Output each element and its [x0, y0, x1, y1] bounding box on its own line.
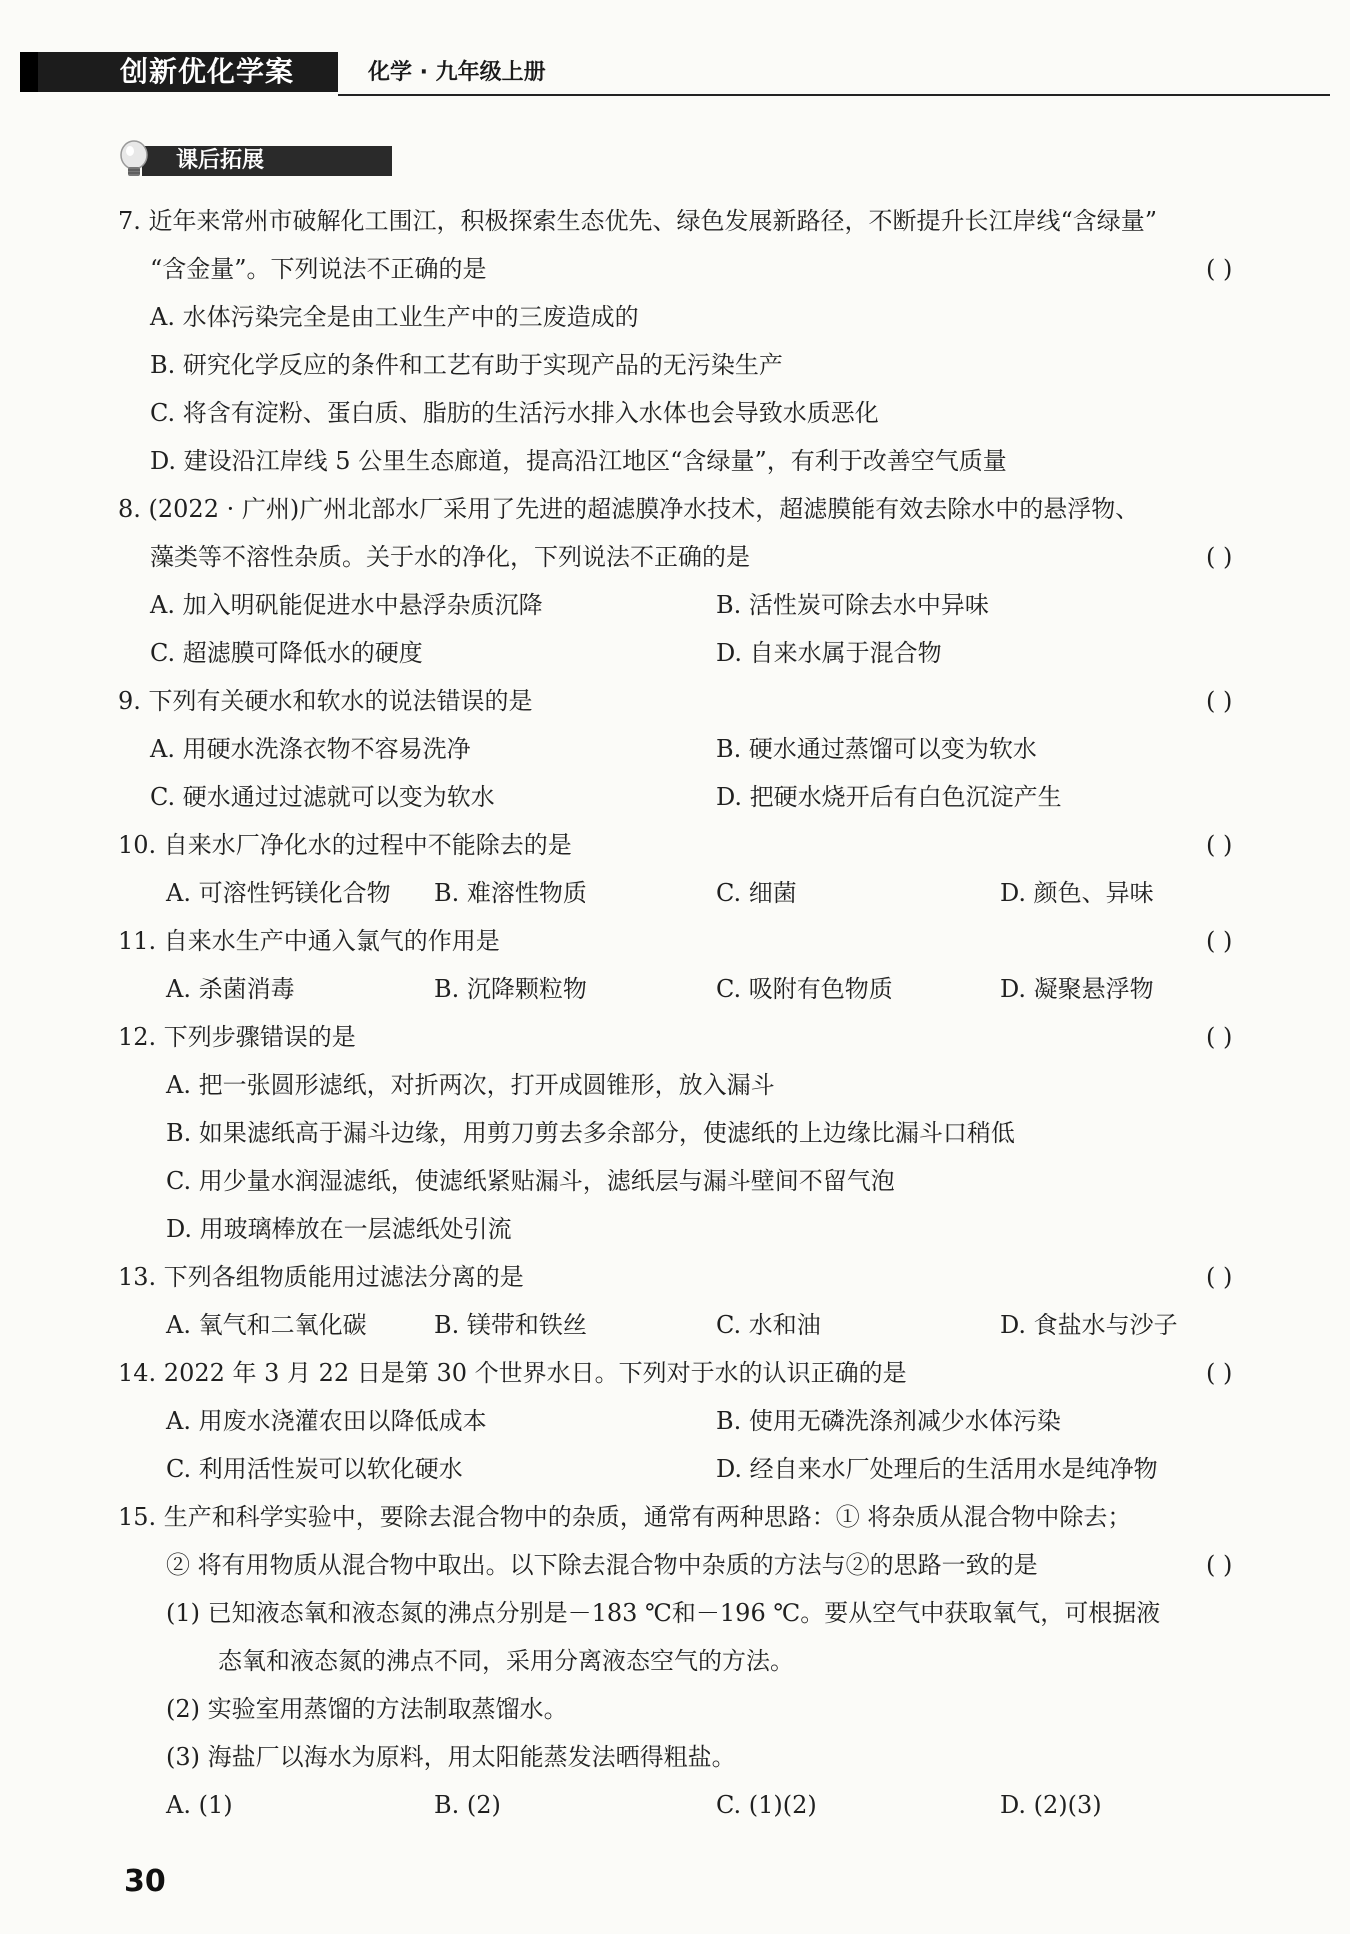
- q14-option-b: B. 使用无磷洗涤剂减少水体污染: [716, 1407, 1061, 1435]
- answer-blank-13: ( ): [1206, 1263, 1233, 1291]
- q11-option-b: B. 沉降颗粒物: [434, 975, 587, 1003]
- question-14-stem: 14. 2022 年 3 月 22 日是第 30 个世界水日。下列对于水的认识正确的是: [118, 1359, 907, 1387]
- answer-blank-7: ( ): [1206, 255, 1233, 283]
- q11-option-c: C. 吸附有色物质: [716, 975, 893, 1003]
- q11-option-d: D. 凝聚悬浮物: [1000, 975, 1154, 1003]
- q15-statement-1: (1) 已知液态氧和液态氮的沸点分别是－183 ℃和－196 ℃。要从空气中获取氧气，可根据液: [166, 1599, 1161, 1627]
- question-8-stem-cont: 藻类等不溶性杂质。关于水的净化，下列说法不正确的是: [150, 543, 750, 571]
- q7-option-a: A. 水体污染完全是由工业生产中的三废造成的: [150, 303, 639, 331]
- q14-option-d: D. 经自来水厂处理后的生活用水是纯净物: [716, 1455, 1158, 1483]
- q9-option-c: C. 硬水通过过滤就可以变为软水: [150, 783, 495, 811]
- q12-option-a: A. 把一张圆形滤纸，对折两次，打开成圆锥形，放入漏斗: [166, 1071, 775, 1099]
- brand-banner: [20, 52, 338, 92]
- question-15-stem: 15. 生产和科学实验中，要除去混合物中的杂质，通常有两种思路：① 将杂质从混合物中除去；: [118, 1503, 1132, 1531]
- brand-title: 创新优化学案: [120, 55, 295, 88]
- q7-option-d: D. 建设沿江岸线 5 公里生态廊道，提高沿江地区“含绿量”，有利于改善空气质量: [150, 447, 1007, 475]
- question-11-stem: 11. 自来水生产中通入氯气的作用是: [118, 927, 500, 955]
- answer-blank-9: ( ): [1206, 687, 1233, 715]
- question-15-stem-cont: ② 将有用物质从混合物中取出。以下除去混合物中杂质的方法与②的思路一致的是: [166, 1551, 1038, 1579]
- q13-option-b: B. 镁带和铁丝: [434, 1311, 587, 1339]
- answer-blank-10: ( ): [1206, 831, 1233, 859]
- q12-option-b: B. 如果滤纸高于漏斗边缘，用剪刀剪去多余部分，使滤纸的上边缘比漏斗口稍低: [166, 1119, 1015, 1147]
- q7-option-c: C. 将含有淀粉、蛋白质、脂肪的生活污水排入水体也会导致水质恶化: [150, 399, 879, 427]
- answer-blank-8: ( ): [1206, 543, 1233, 571]
- q12-option-d: D. 用玻璃棒放在一层滤纸处引流: [166, 1215, 512, 1243]
- q7-option-b: B. 研究化学反应的条件和工艺有助于实现产品的无污染生产: [150, 351, 783, 379]
- q15-option-d: D. (2)(3): [1000, 1791, 1102, 1819]
- q8-option-c: C. 超滤膜可降低水的硬度: [150, 639, 423, 667]
- answer-blank-11: ( ): [1206, 927, 1233, 955]
- question-13-stem: 13. 下列各组物质能用过滤法分离的是: [118, 1263, 524, 1291]
- lightbulb-icon: [118, 140, 150, 180]
- question-7-stem-cont: “含金量”。下列说法不正确的是: [150, 255, 487, 283]
- q15-statement-1-cont: 态氧和液态氮的沸点不同，采用分离液态空气的方法。: [218, 1647, 794, 1675]
- question-8-stem: 8. (2022 · 广州)广州北部水厂采用了先进的超滤膜净水技术，超滤膜能有效去除水中的悬浮物、: [118, 495, 1140, 523]
- q8-option-b: B. 活性炭可除去水中异味: [716, 591, 989, 619]
- q10-option-c: C. 细菌: [716, 879, 797, 907]
- q14-option-a: A. 用废水浇灌农田以降低成本: [166, 1407, 487, 1435]
- q15-option-b: B. (2): [434, 1791, 501, 1819]
- q13-option-c: C. 水和油: [716, 1311, 821, 1339]
- q15-statement-2: (2) 实验室用蒸馏的方法制取蒸馏水。: [166, 1695, 568, 1723]
- brand-strip: [20, 52, 38, 92]
- q13-option-a: A. 氧气和二氧化碳: [166, 1311, 367, 1339]
- answer-blank-15: ( ): [1206, 1551, 1233, 1579]
- q9-option-a: A. 用硬水洗涤衣物不容易洗净: [150, 735, 471, 763]
- q9-option-b: B. 硬水通过蒸馏可以变为软水: [716, 735, 1037, 763]
- q15-statement-3: (3) 海盐厂以海水为原料，用太阳能蒸发法晒得粗盐。: [166, 1743, 736, 1771]
- q8-option-a: A. 加入明矾能促进水中悬浮杂质沉降: [150, 591, 543, 619]
- question-7-stem: 7. 近年来常州市破解化工围江，积极探索生态优先、绿色发展新路径，不断提升长江岸线“含绿量”: [118, 207, 1158, 235]
- page-number: 30: [124, 1864, 166, 1899]
- header-rule: [338, 94, 1330, 96]
- q12-option-c: C. 用少量水润湿滤纸，使滤纸紧贴漏斗，滤纸层与漏斗壁间不留气泡: [166, 1167, 895, 1195]
- q9-option-d: D. 把硬水烧开后有白色沉淀产生: [716, 783, 1062, 811]
- q15-option-a: A. (1): [166, 1791, 233, 1819]
- question-12-stem: 12. 下列步骤错误的是: [118, 1023, 356, 1051]
- q15-option-c: C. (1)(2): [716, 1791, 817, 1819]
- question-10-stem: 10. 自来水厂净化水的过程中不能除去的是: [118, 831, 572, 859]
- header-subject: 化学 · 九年级上册: [368, 60, 546, 85]
- q10-option-b: B. 难溶性物质: [434, 879, 587, 907]
- q11-option-a: A. 杀菌消毒: [166, 975, 295, 1003]
- q13-option-d: D. 食盐水与沙子: [1000, 1311, 1178, 1339]
- section-title: 课后拓展: [142, 146, 392, 176]
- answer-blank-12: ( ): [1206, 1023, 1233, 1051]
- q10-option-a: A. 可溶性钙镁化合物: [166, 879, 391, 907]
- q10-option-d: D. 颜色、异味: [1000, 879, 1154, 907]
- q8-option-d: D. 自来水属于混合物: [716, 639, 942, 667]
- page-header: [20, 52, 1330, 96]
- question-9-stem: 9. 下列有关硬水和软水的说法错误的是: [118, 687, 533, 715]
- q14-option-c: C. 利用活性炭可以软化硬水: [166, 1455, 463, 1483]
- answer-blank-14: ( ): [1206, 1359, 1233, 1387]
